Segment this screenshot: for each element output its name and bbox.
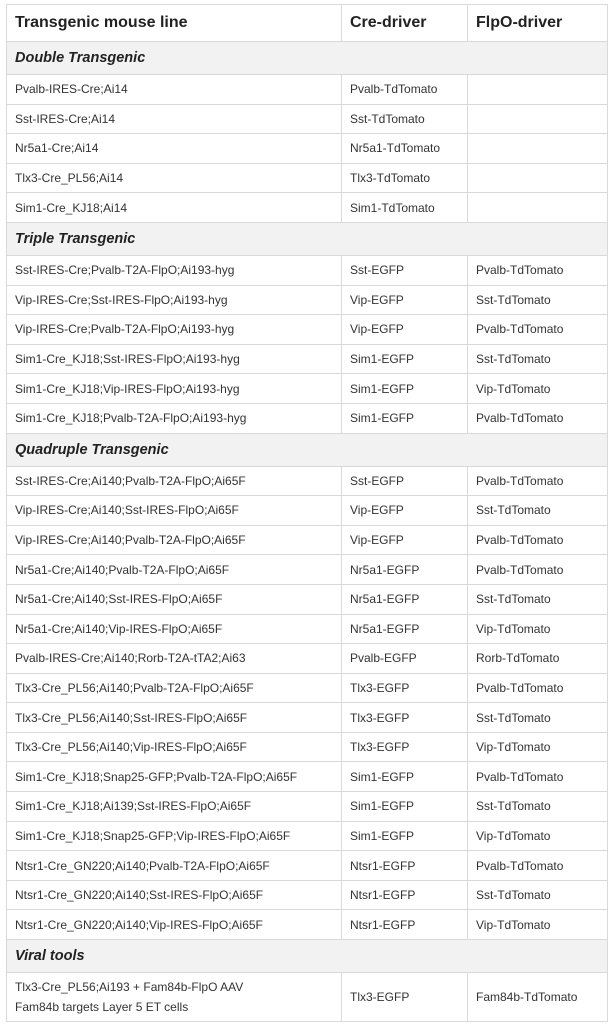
section-header-row — [7, 222, 608, 255]
section-header-row — [7, 433, 608, 466]
header-row — [7, 5, 608, 42]
section-header-row — [7, 42, 608, 75]
flpo-driver-cell: Pvalb-TdTomato — [468, 466, 608, 496]
cell-line: Fam84b targets Layer 5 ET cells — [15, 1000, 189, 1015]
mouse-line-cell: Sim1-Cre_KJ18;Ai14 — [7, 193, 342, 223]
cre-driver-cell: Tlx3-EGFP — [342, 703, 468, 733]
table-row — [7, 821, 608, 851]
cre-driver-cell: Vip-EGFP — [342, 496, 468, 526]
cre-driver-cell: Nr5a1-EGFP — [342, 555, 468, 585]
table-row — [7, 555, 608, 585]
mouse-line-cell: Sst-IRES-Cre;Ai140;Pvalb-T2A-FlpO;Ai65F — [7, 466, 342, 496]
flpo-driver-cell: Vip-TdTomato — [468, 821, 608, 851]
table-row — [7, 525, 608, 555]
mouse-line-cell: Nr5a1-Cre;Ai140;Vip-IRES-FlpO;Ai65F — [7, 614, 342, 644]
flpo-driver-cell: Pvalb-TdTomato — [468, 555, 608, 585]
flpo-driver-cell: Sst-TdTomato — [468, 792, 608, 822]
mouse-line-cell: Pvalb-IRES-Cre;Ai140;Rorb-T2A-tTA2;Ai63 — [7, 644, 342, 674]
cre-driver-cell: Vip-EGFP — [342, 525, 468, 555]
flpo-driver-cell — [468, 104, 608, 134]
section-title: Quadruple Transgenic — [7, 433, 608, 466]
mouse-line-cell: Vip-IRES-Cre;Ai140;Sst-IRES-FlpO;Ai65F — [7, 496, 342, 526]
flpo-driver-cell: Pvalb-TdTomato — [468, 403, 608, 433]
cre-driver-cell: Tlx3-EGFP — [342, 673, 468, 703]
flpo-driver-cell: Fam84b-TdTomato — [468, 973, 608, 1022]
cre-driver-cell: Nr5a1-EGFP — [342, 584, 468, 614]
table-row — [7, 344, 608, 374]
cre-driver-cell: Pvalb-EGFP — [342, 644, 468, 674]
flpo-driver-cell: Pvalb-TdTomato — [468, 525, 608, 555]
header-cre-driver: Cre-driver — [342, 5, 468, 42]
mouse-line-cell: Tlx3-Cre_PL56;Ai140;Pvalb-T2A-FlpO;Ai65F — [7, 673, 342, 703]
cre-driver-cell: Vip-EGFP — [342, 315, 468, 345]
flpo-driver-cell: Pvalb-TdTomato — [468, 851, 608, 881]
table-row — [7, 614, 608, 644]
flpo-driver-cell: Pvalb-TdTomato — [468, 255, 608, 285]
cre-driver-cell: Sim1-EGFP — [342, 344, 468, 374]
header-mouse-line: Transgenic mouse line — [7, 5, 342, 42]
table-row — [7, 403, 608, 433]
cre-driver-cell: Pvalb-TdTomato — [342, 75, 468, 105]
cre-driver-cell: Nr5a1-EGFP — [342, 614, 468, 644]
table-row — [7, 703, 608, 733]
mouse-line-cell: Sim1-Cre_KJ18;Sst-IRES-FlpO;Ai193-hyg — [7, 344, 342, 374]
flpo-driver-cell: Pvalb-TdTomato — [468, 315, 608, 345]
table-row — [7, 315, 608, 345]
cre-driver-cell: Nr5a1-TdTomato — [342, 134, 468, 164]
cre-driver-cell: Sst-EGFP — [342, 255, 468, 285]
flpo-driver-cell — [468, 75, 608, 105]
cre-driver-cell: Sst-EGFP — [342, 466, 468, 496]
table-row — [7, 792, 608, 822]
flpo-driver-cell: Vip-TdTomato — [468, 732, 608, 762]
mouse-line-cell: Ntsr1-Cre_GN220;Ai140;Sst-IRES-FlpO;Ai65F — [7, 880, 342, 910]
section-title: Viral tools — [7, 940, 608, 973]
cre-driver-cell: Sim1-EGFP — [342, 762, 468, 792]
flpo-driver-cell: Sst-TdTomato — [468, 496, 608, 526]
flpo-driver-cell: Vip-TdTomato — [468, 614, 608, 644]
table-row — [7, 584, 608, 614]
mouse-line-cell: Sim1-Cre_KJ18;Snap25-GFP;Vip-IRES-FlpO;Ai65F — [7, 821, 342, 851]
mouse-line-cell: Sst-IRES-Cre;Ai14 — [7, 104, 342, 134]
cre-driver-cell: Sim1-EGFP — [342, 374, 468, 404]
mouse-line-cell: Vip-IRES-Cre;Pvalb-T2A-FlpO;Ai193-hyg — [7, 315, 342, 345]
cre-driver-cell: Tlx3-EGFP — [342, 973, 468, 1022]
table-row — [7, 374, 608, 404]
flpo-driver-cell: Sst-TdTomato — [468, 584, 608, 614]
mouse-line-cell — [7, 973, 342, 1022]
table-row — [7, 104, 608, 134]
mouse-line-cell: Ntsr1-Cre_GN220;Ai140;Pvalb-T2A-FlpO;Ai65F — [7, 851, 342, 881]
cre-driver-cell: Sim1-EGFP — [342, 403, 468, 433]
mouse-line-cell: Tlx3-Cre_PL56;Ai14 — [7, 163, 342, 193]
mouse-line-cell: Sim1-Cre_KJ18;Vip-IRES-FlpO;Ai193-hyg — [7, 374, 342, 404]
table-row — [7, 673, 608, 703]
cre-driver-cell: Ntsr1-EGFP — [342, 910, 468, 940]
table-row — [7, 644, 608, 674]
table-body — [7, 42, 608, 1022]
mouse-line-cell: Tlx3-Cre_PL56;Ai140;Sst-IRES-FlpO;Ai65F — [7, 703, 342, 733]
table-row — [7, 762, 608, 792]
table-row — [7, 851, 608, 881]
table-row — [7, 285, 608, 315]
mouse-line-cell: Sim1-Cre_KJ18;Ai139;Sst-IRES-FlpO;Ai65F — [7, 792, 342, 822]
table-row — [7, 973, 608, 1022]
flpo-driver-cell: Sst-TdTomato — [468, 703, 608, 733]
mouse-line-cell: Sim1-Cre_KJ18;Snap25-GFP;Pvalb-T2A-FlpO;Ai65F — [7, 762, 342, 792]
mouse-line-cell: Sim1-Cre_KJ18;Pvalb-T2A-FlpO;Ai193-hyg — [7, 403, 342, 433]
flpo-driver-cell: Pvalb-TdTomato — [468, 762, 608, 792]
table-row — [7, 466, 608, 496]
flpo-driver-cell — [468, 193, 608, 223]
table-row — [7, 134, 608, 164]
mouse-line-cell: Pvalb-IRES-Cre;Ai14 — [7, 75, 342, 105]
mouse-line-cell: Nr5a1-Cre;Ai140;Sst-IRES-FlpO;Ai65F — [7, 584, 342, 614]
mouse-line-cell: Nr5a1-Cre;Ai14 — [7, 134, 342, 164]
flpo-driver-cell: Rorb-TdTomato — [468, 644, 608, 674]
table-row — [7, 496, 608, 526]
mouse-line-cell: Tlx3-Cre_PL56;Ai140;Vip-IRES-FlpO;Ai65F — [7, 732, 342, 762]
mouse-line-cell: Ntsr1-Cre_GN220;Ai140;Vip-IRES-FlpO;Ai65F — [7, 910, 342, 940]
flpo-driver-cell: Sst-TdTomato — [468, 285, 608, 315]
cre-driver-cell: Sim1-EGFP — [342, 792, 468, 822]
flpo-driver-cell — [468, 134, 608, 164]
table-row — [7, 75, 608, 105]
cre-driver-cell: Tlx3-EGFP — [342, 732, 468, 762]
flpo-driver-cell: Sst-TdTomato — [468, 344, 608, 374]
cre-driver-cell: Sim1-TdTomato — [342, 193, 468, 223]
table-row — [7, 255, 608, 285]
cre-driver-cell: Sst-TdTomato — [342, 104, 468, 134]
cre-driver-cell: Tlx3-TdTomato — [342, 163, 468, 193]
table-row — [7, 732, 608, 762]
flpo-driver-cell: Sst-TdTomato — [468, 880, 608, 910]
table-row — [7, 193, 608, 223]
mouse-line-cell: Nr5a1-Cre;Ai140;Pvalb-T2A-FlpO;Ai65F — [7, 555, 342, 585]
cre-driver-cell: Vip-EGFP — [342, 285, 468, 315]
header-flpo-driver: FlpO-driver — [468, 5, 608, 42]
mouse-line-cell: Vip-IRES-Cre;Sst-IRES-FlpO;Ai193-hyg — [7, 285, 342, 315]
mouse-line-cell: Sst-IRES-Cre;Pvalb-T2A-FlpO;Ai193-hyg — [7, 255, 342, 285]
flpo-driver-cell — [468, 163, 608, 193]
mouse-line-cell: Vip-IRES-Cre;Ai140;Pvalb-T2A-FlpO;Ai65F — [7, 525, 342, 555]
section-header-row — [7, 940, 608, 973]
section-title: Triple Transgenic — [7, 222, 608, 255]
cre-driver-cell: Sim1-EGFP — [342, 821, 468, 851]
cre-driver-cell: Ntsr1-EGFP — [342, 880, 468, 910]
transgenic-lines-table — [6, 4, 608, 1022]
flpo-driver-cell: Pvalb-TdTomato — [468, 673, 608, 703]
cell-line: Tlx3-Cre_PL56;Ai193 + Fam84b-FlpO AAV — [15, 980, 244, 995]
table-row — [7, 163, 608, 193]
cre-driver-cell: Ntsr1-EGFP — [342, 851, 468, 881]
flpo-driver-cell: Vip-TdTomato — [468, 374, 608, 404]
table-row — [7, 880, 608, 910]
table-row — [7, 910, 608, 940]
section-title: Double Transgenic — [7, 42, 608, 75]
flpo-driver-cell: Vip-TdTomato — [468, 910, 608, 940]
